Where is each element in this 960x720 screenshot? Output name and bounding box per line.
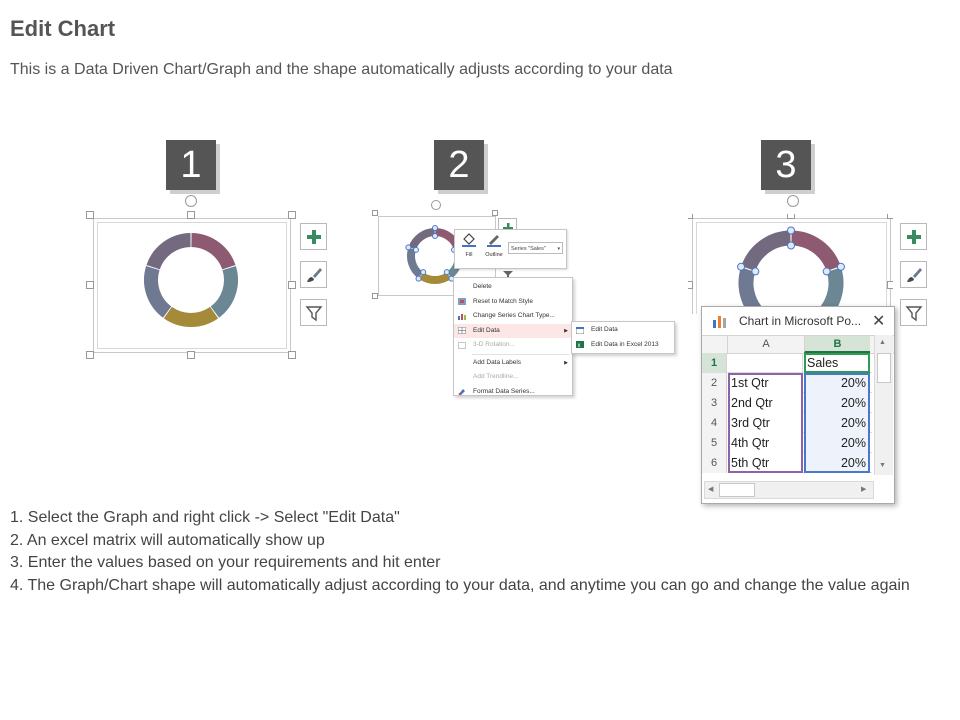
plus-icon xyxy=(306,229,322,245)
donut-segment-4th-qtr[interactable] xyxy=(151,268,167,312)
instructions-list xyxy=(10,507,940,597)
series-name-range xyxy=(804,353,870,373)
selection-marker[interactable] xyxy=(444,270,449,275)
chevron-down-icon: ▾ xyxy=(557,246,560,252)
rotate-handle[interactable] xyxy=(431,200,441,210)
instruction-step: 2. An excel matrix will automatically show up xyxy=(10,531,325,549)
chevron-right-icon: ▶ xyxy=(564,359,568,366)
category-range xyxy=(728,373,803,473)
cell-a[interactable] xyxy=(727,353,803,373)
chevron-right-icon: ▶ xyxy=(564,327,568,334)
row-header[interactable]: 3 xyxy=(702,393,727,413)
donut-segment-3rd-qtr[interactable] xyxy=(168,313,214,320)
cell-b[interactable]: 20% xyxy=(804,413,870,433)
menu-separator xyxy=(472,354,570,355)
chart-1-selection[interactable] xyxy=(89,214,293,355)
selection-marker[interactable] xyxy=(823,268,830,275)
menu-item-label: Delete xyxy=(473,283,492,290)
selection-marker[interactable] xyxy=(413,247,418,252)
donut-segment-2nd-qtr[interactable] xyxy=(215,268,231,312)
reset-icon xyxy=(458,298,466,305)
brush-icon xyxy=(905,266,923,284)
values-range xyxy=(804,373,870,473)
row-header[interactable]: 2 xyxy=(702,373,727,393)
horizontal-scrollbar[interactable] xyxy=(704,481,874,499)
scroll-left-icon[interactable]: ◀ xyxy=(708,486,714,493)
menu-item-edit-data[interactable] xyxy=(454,324,572,339)
chart-type-icon xyxy=(458,313,466,320)
chart-styles-button[interactable] xyxy=(900,261,927,288)
cell-a[interactable]: 1st Qtr xyxy=(727,373,803,393)
series-select-value: Series "Sales" xyxy=(511,246,546,252)
selection-marker[interactable] xyxy=(421,270,426,275)
donut-chart-1[interactable] xyxy=(89,214,293,355)
excel-window-title: Chart in Microsoft Po... xyxy=(739,314,862,328)
rotate-handle[interactable] xyxy=(185,195,197,207)
menu-item-delete[interactable] xyxy=(454,280,572,295)
context-menu xyxy=(453,277,573,396)
chart-filters-button[interactable] xyxy=(900,299,927,326)
chart-styles-button[interactable] xyxy=(300,261,327,288)
series-select[interactable] xyxy=(508,242,563,254)
cell-b[interactable]: 20% xyxy=(804,433,870,453)
fill-button[interactable] xyxy=(459,233,479,258)
selection-marker[interactable] xyxy=(433,226,438,231)
svg-text:x: x xyxy=(577,343,581,348)
selection-marker[interactable] xyxy=(788,227,795,234)
step-2-badge: 2 xyxy=(434,140,484,190)
donut-segment-3rd-qtr[interactable] xyxy=(421,276,449,280)
rotate-handle[interactable] xyxy=(787,195,799,207)
row-header[interactable]: 6 xyxy=(702,453,727,473)
selection-marker[interactable] xyxy=(752,268,759,275)
format-mini-toolbar xyxy=(454,229,567,269)
selection-marker[interactable] xyxy=(837,263,844,270)
edit-data-icon xyxy=(458,327,466,334)
menu-item-label: Add Data Labels xyxy=(473,358,522,366)
outline-pen-icon xyxy=(486,233,502,247)
instruction-step: 4. The Graph/Chart shape will automatically adjust according to your data, and anytime you can go and change the value again xyxy=(10,576,910,594)
scroll-down-icon[interactable]: ▼ xyxy=(879,462,886,469)
cell-b[interactable]: 20% xyxy=(804,393,870,413)
rotation-icon xyxy=(458,342,466,349)
column-header-row xyxy=(702,335,894,354)
scrollbar-thumb[interactable] xyxy=(719,483,755,497)
cell-b[interactable]: 20% xyxy=(804,453,870,473)
menu-item-label: Change Series Chart Type... xyxy=(473,312,555,319)
step-3-badge: 3 xyxy=(761,140,811,190)
menu-item-change-chart-type[interactable] xyxy=(454,309,572,324)
menu-item-label: Edit Data xyxy=(473,326,500,334)
filter-icon xyxy=(905,304,923,322)
excel-data-window xyxy=(701,306,895,504)
menu-item-label: Edit Data xyxy=(591,326,618,333)
menu-item-label: 3-D Rotation... xyxy=(473,341,515,348)
cell-a[interactable]: 3rd Qtr xyxy=(727,413,803,433)
spreadsheet-grid xyxy=(702,353,872,475)
chart-3-selection[interactable] xyxy=(688,214,893,314)
scroll-right-icon[interactable]: ▶ xyxy=(861,486,867,493)
row-header[interactable]: 5 xyxy=(702,433,727,453)
outline-button[interactable] xyxy=(482,233,506,258)
menu-item-3d-rotation[interactable] xyxy=(454,338,572,353)
menu-item-reset-style[interactable] xyxy=(454,295,572,310)
step-1-badge: 1 xyxy=(166,140,216,190)
menu-item-add-trendline[interactable] xyxy=(454,370,572,385)
row-header[interactable]: 1 xyxy=(702,353,727,373)
cell-b[interactable]: Sales xyxy=(807,356,839,370)
menu-item-format-data-series[interactable] xyxy=(454,385,572,400)
page-subtitle: This is a Data Driven Chart/Graph and the shape automatically adjusts according to your data xyxy=(10,61,673,78)
excel-icon xyxy=(576,341,584,348)
scrollbar-thumb[interactable] xyxy=(877,353,891,383)
donut-segment-5th-qtr[interactable] xyxy=(153,240,190,267)
selection-marker[interactable] xyxy=(416,276,421,281)
donut-segment-4th-qtr[interactable] xyxy=(411,249,421,275)
cell-a[interactable]: 2nd Qtr xyxy=(727,393,803,413)
menu-item-label: Reset to Match Style xyxy=(473,297,533,305)
chart-elements-button[interactable] xyxy=(900,223,927,250)
vertical-scrollbar[interactable] xyxy=(874,335,893,475)
menu-item-label: Edit Data in Excel 2013 xyxy=(591,340,659,348)
column-header-b[interactable]: B xyxy=(804,336,870,353)
page-title: Edit Chart xyxy=(10,16,116,41)
column-header-a[interactable]: A xyxy=(727,336,804,353)
delete-icon xyxy=(458,284,466,291)
edit-data-submenu xyxy=(571,321,675,354)
selection-marker[interactable] xyxy=(788,242,795,249)
edit-data-icon xyxy=(576,327,584,334)
submenu-item-edit-data[interactable] xyxy=(572,323,674,338)
format-icon xyxy=(458,388,466,395)
cell-b[interactable]: 20% xyxy=(804,373,870,393)
filter-icon xyxy=(305,304,323,322)
donut-segment-5th-qtr[interactable] xyxy=(412,232,434,248)
cell-a[interactable]: 5th Qtr xyxy=(727,453,803,473)
fill-label: Fill xyxy=(465,252,473,258)
cell-a[interactable]: 4th Qtr xyxy=(727,433,803,453)
selection-marker[interactable] xyxy=(406,245,411,250)
close-icon[interactable]: ✕ xyxy=(872,313,886,330)
brush-icon xyxy=(305,266,323,284)
excel-title-bar xyxy=(702,307,894,335)
outline-label: Outline xyxy=(485,252,503,258)
donut-chart-3[interactable] xyxy=(688,214,893,314)
scroll-up-icon[interactable]: ▲ xyxy=(879,339,886,346)
donut-segment-1st-qtr[interactable] xyxy=(191,240,228,267)
fill-bucket-icon xyxy=(461,233,477,247)
submenu-item-edit-in-excel[interactable] xyxy=(572,338,674,353)
menu-item-label: Format Data Series... xyxy=(473,387,535,395)
chart-icon xyxy=(712,314,728,328)
donut-segment-1st-qtr[interactable] xyxy=(792,238,834,269)
instruction-step: 3. Enter the values based on your requirements and hit enter xyxy=(10,554,441,571)
plus-icon xyxy=(906,229,922,245)
chart-elements-button[interactable] xyxy=(300,223,327,250)
menu-item-label: Add Trendline... xyxy=(473,373,519,380)
instruction-step: 1. Select the Graph and right click -> Select "Edit Data" xyxy=(10,509,400,526)
donut-segment-5th-qtr[interactable] xyxy=(748,238,790,269)
menu-item-add-data-labels[interactable] xyxy=(454,356,572,371)
row-header[interactable]: 4 xyxy=(702,413,727,433)
selection-marker[interactable] xyxy=(738,263,745,270)
selection-marker[interactable] xyxy=(433,234,438,239)
chart-filters-button[interactable] xyxy=(300,299,327,326)
